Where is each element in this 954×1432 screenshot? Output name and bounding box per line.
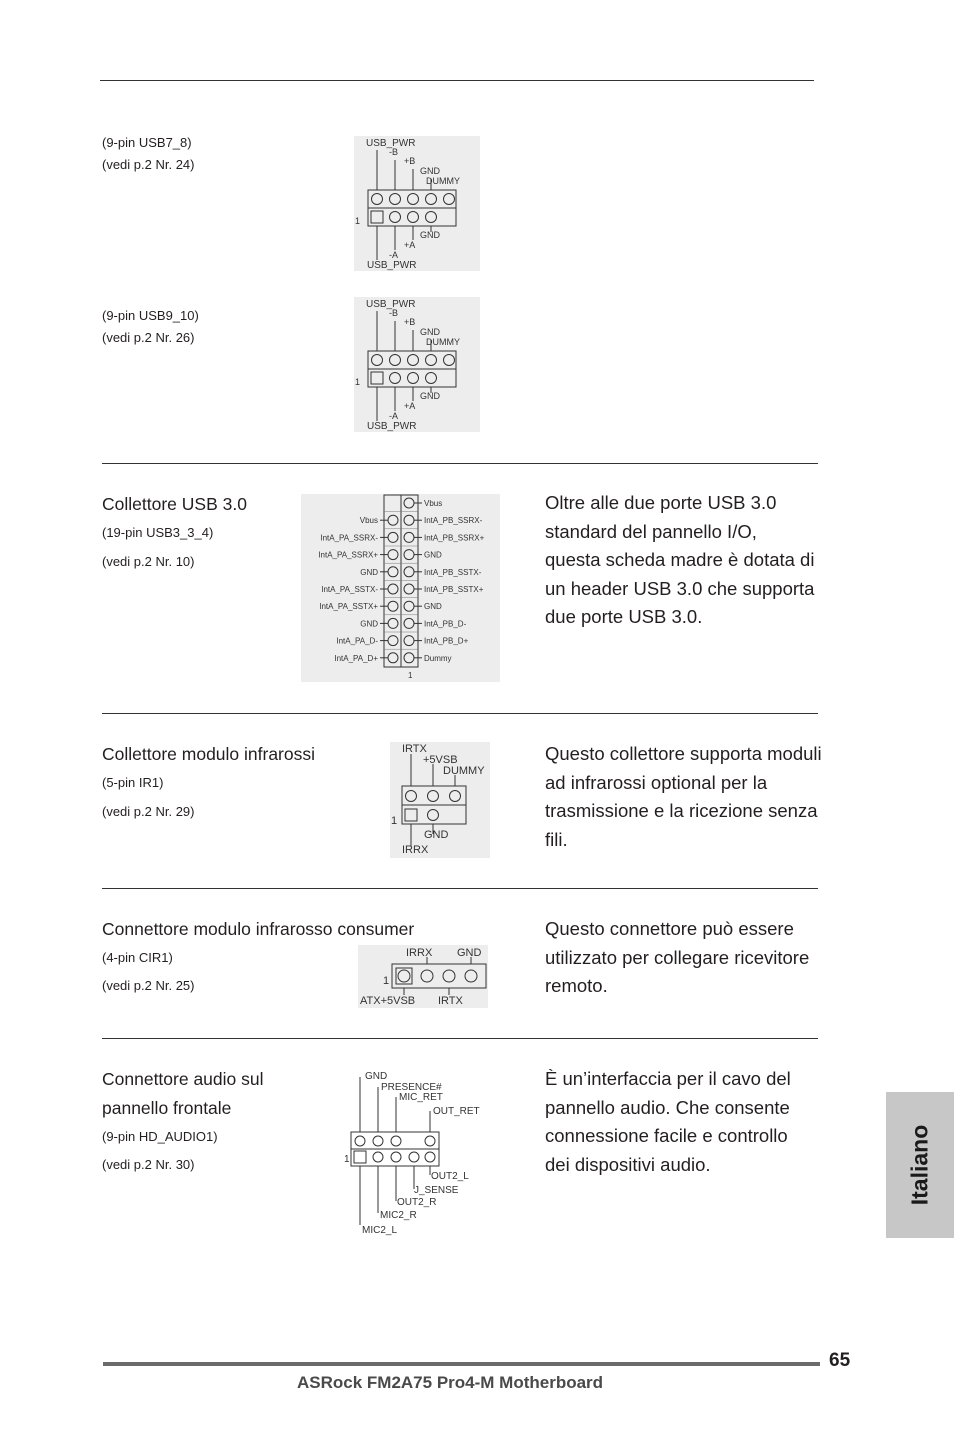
usb910-pin-label: (9-pin USB9_10) <box>102 308 199 323</box>
usb30-left-pin-label: IntA_PA_SSTX- <box>321 585 378 594</box>
ir-ref-label: (vedi p.2 Nr. 29) <box>102 804 195 819</box>
usb78-gnd-bot: GND <box>420 230 440 240</box>
top-rule <box>100 80 814 81</box>
usb30-left-pin-label: Vbus <box>359 516 378 526</box>
usb30-right-pin <box>404 584 414 594</box>
usb78-gnd-top: GND <box>420 166 440 176</box>
usb30-ref-label: (vedi p.2 Nr. 10) <box>102 554 195 569</box>
usb30-right-pin-label: IntA_PB_D- <box>424 619 467 629</box>
usb78-ref-label: (vedi p.2 Nr. 24) <box>102 157 195 172</box>
usb78-plus-a: +A <box>404 240 416 250</box>
footer-bar <box>103 1362 820 1366</box>
ir-gnd: GND <box>424 829 449 841</box>
usb30-right-pin <box>404 636 414 646</box>
ir-pin1: 1 <box>391 815 398 827</box>
audio-title-line1: Connettore audio sul <box>102 1069 264 1089</box>
audio-gnd: GND <box>365 1071 388 1082</box>
usb30-right-pin-label: IntA_PB_D+ <box>424 636 469 646</box>
cir-gnd: GND <box>457 947 482 959</box>
usb910-ref-label: (vedi p.2 Nr. 26) <box>102 330 195 345</box>
usb910-pwr-bot: USB_PWR <box>367 421 417 432</box>
usb30-right-pin-label: GND <box>424 602 442 612</box>
usb30-pin-label: (19-pin USB3_3_4) <box>102 525 214 540</box>
usb30-left-pin-label: IntA_PA_D+ <box>334 653 378 663</box>
usb30-left-pin <box>388 584 398 594</box>
usb30-right-pin <box>404 653 414 663</box>
usb78-minus-b: -B <box>389 147 398 157</box>
usb30-right-pin <box>404 498 414 508</box>
section-divider-cir <box>102 888 818 889</box>
usb30-left-pin <box>388 515 398 525</box>
cir-title: Connettore modulo infrarosso consumer <box>102 919 415 939</box>
usb910-gnd-top: GND <box>420 327 440 337</box>
usb78-minus-a: -A <box>389 250 398 260</box>
audio-pin-label: (9-pin HD_AUDIO1) <box>102 1129 218 1144</box>
audio-mic2-r: MIC2_R <box>380 1210 417 1221</box>
audio-ref-label: (vedi p.2 Nr. 30) <box>102 1157 195 1172</box>
usb30-right-pin-label: GND <box>424 550 442 560</box>
ir-vsb: +5VSB <box>423 754 458 766</box>
section-divider-audio <box>102 1038 818 1039</box>
usb30-left-pin <box>388 567 398 577</box>
usb30-left-pin-label: GND <box>360 567 378 577</box>
audio-out-ret: OUT_RET <box>433 1106 480 1117</box>
usb30-description: Oltre alle due porte USB 3.0 standard del pannello I/O, questa scheda madre è dotata di un header USB 3.0 che supporta due porte USB 3.0. <box>545 492 815 627</box>
usb910-minus-a: -A <box>389 411 398 421</box>
footer-text: ASRock FM2A75 Pro4-M Motherboard <box>297 1373 604 1392</box>
ir-irtx: IRTX <box>402 743 427 755</box>
usb910-minus-b: -B <box>389 308 398 318</box>
usb30-left-pin <box>388 532 398 542</box>
cir-irrx: IRRX <box>406 947 433 959</box>
usb910-header-diagram <box>354 297 480 432</box>
usb30-left-pin-label: IntA_PA_SSRX- <box>320 533 378 543</box>
cir-atx: ATX+5VSB <box>360 995 416 1007</box>
usb30-right-pin-label: Dummy <box>424 653 452 663</box>
usb30-left-pin <box>388 550 398 560</box>
usb30-left-pin-label: IntA_PA_SSTX+ <box>319 602 378 612</box>
ir-pin-label: (5-pin IR1) <box>102 775 164 790</box>
audio-title-line2: pannello frontale <box>102 1098 232 1118</box>
usb30-right-pin <box>404 618 414 628</box>
usb30-right-pin <box>404 532 414 542</box>
audio-header-diagram <box>344 1067 484 1237</box>
usb910-plus-a: +A <box>404 401 416 411</box>
ir-irrx: IRRX <box>402 844 429 856</box>
usb30-left-pin-label: GND <box>360 619 378 629</box>
audio-out2-r: OUT2_R <box>397 1197 437 1208</box>
usb30-right-pin-label: IntA_PB_SSTX- <box>424 567 482 577</box>
usb30-header-diagram <box>301 494 500 682</box>
language-side-tab <box>886 1092 954 1238</box>
audio-description: È un’interfaccia per il cavo del pannello audio. Che consente connessione facile e controllo dei dispositivi audio. <box>545 1068 791 1175</box>
usb30-right-pin <box>404 550 414 560</box>
audio-pin1: 1 <box>344 1154 350 1165</box>
section-divider-ir <box>102 713 818 714</box>
usb910-pwr-top: USB_PWR <box>366 299 416 310</box>
usb78-pwr-top: USB_PWR <box>366 138 416 149</box>
usb30-right-pin <box>404 567 414 577</box>
usb30-right-pin-label: IntA_PB_SSRX+ <box>424 533 485 543</box>
usb30-title: Collettore USB 3.0 <box>102 494 247 514</box>
usb78-pin1: 1 <box>355 216 361 226</box>
usb78-pin-label: (9-pin USB7_8) <box>102 135 192 150</box>
cir-irtx: IRTX <box>438 995 463 1007</box>
cir-pin-label: (4-pin CIR1) <box>102 950 173 965</box>
usb910-gnd-bot: GND <box>420 391 440 401</box>
usb30-pin1: 1 <box>408 671 413 680</box>
usb30-left-pin <box>388 636 398 646</box>
ir-header-diagram <box>390 742 490 858</box>
usb78-dummy: DUMMY <box>426 176 460 186</box>
usb78-header-diagram <box>354 136 480 271</box>
usb78-plus-b: +B <box>404 156 416 166</box>
cir-header-diagram <box>358 945 488 1008</box>
usb30-right-pin <box>404 515 414 525</box>
ir-title: Collettore modulo infrarossi <box>102 744 316 764</box>
cir-description: Questo connettore può essere utilizzato per collegare ricevitore remoto. <box>545 918 810 996</box>
usb910-plus-b: +B <box>404 317 416 327</box>
audio-mic-ret: MIC_RET <box>399 1092 443 1103</box>
audio-out2-l: OUT2_L <box>431 1171 469 1182</box>
usb30-left-pin-label: IntA_PA_D- <box>336 636 378 646</box>
usb30-left-pin <box>388 601 398 611</box>
audio-presence: PRESENCE# <box>381 1082 442 1093</box>
ir-dummy: DUMMY <box>443 765 485 777</box>
ir-description: Questo collettore supporta moduli ad infrarossi optional per la trasmissione e la ricezione senza fili. <box>545 743 822 850</box>
usb30-right-pin <box>404 601 414 611</box>
usb30-left-pin <box>388 618 398 628</box>
usb910-pin1: 1 <box>355 377 361 387</box>
usb910-dummy: DUMMY <box>426 337 460 347</box>
language-side-tab-label: Italiano <box>906 1124 933 1206</box>
usb30-left-pin-label: IntA_PA_SSRX+ <box>318 550 378 560</box>
audio-mic2-l: MIC2_L <box>362 1225 398 1236</box>
usb30-right-pin-label: Vbus <box>424 499 443 508</box>
page-number: 65 <box>829 1350 851 1371</box>
cir-pin1: 1 <box>383 975 390 987</box>
usb30-right-pin-label: IntA_PB_SSRX- <box>424 516 483 526</box>
audio-j-sense: J_SENSE <box>414 1185 459 1196</box>
usb30-left-pin <box>388 653 398 663</box>
usb78-pwr-bot: USB_PWR <box>367 260 417 271</box>
section-divider-usb30 <box>102 463 818 464</box>
usb30-right-pin-label: IntA_PB_SSTX+ <box>424 585 484 594</box>
cir-ref-label: (vedi p.2 Nr. 25) <box>102 978 195 993</box>
